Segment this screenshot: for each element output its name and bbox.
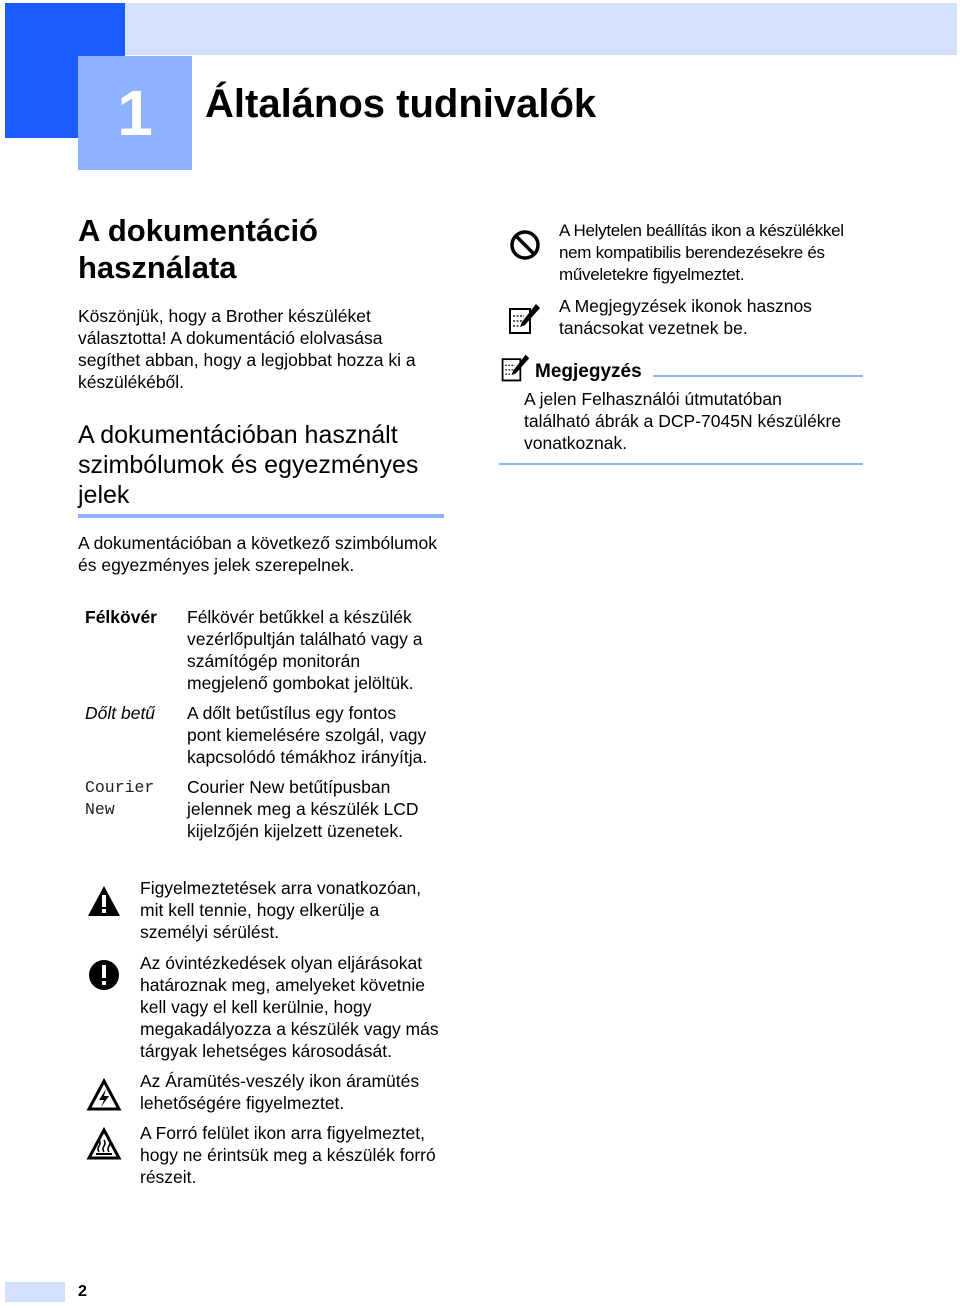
electrical-hazard-icon — [86, 1078, 122, 1112]
convention-term-italic: Dőlt betű — [85, 703, 156, 723]
warning-icon — [86, 884, 122, 918]
convention-desc-italic: A dőlt betűstílus egy fontos pont kiemelésére szolgál, vagy kapcsolódó témákhoz irányítja. — [187, 703, 428, 767]
note-box-text: A jelen Felhasználói útmutatóban található ábrák a DCP-7045N készülékre vonatkoznak. — [524, 389, 842, 453]
improper-setup-text: A Helytelen beállítás ikon a készülékkel nem kompatibilis berendezésekre és műveletekre figyelmeztet. — [559, 221, 844, 284]
intro-paragraph: Köszönjük, hogy a Brother készüléket választotta! A dokumentáció elolvasása segíthet abban, hogy a legjobbat hozza ki a készülékéből. — [78, 306, 416, 392]
symbols-intro: A dokumentációban a következő szimbólumok és egyezményes jelek szerepelnek. — [78, 533, 437, 575]
convention-desc-bold: Félkövér betűkkel a készülék vezérlőpultján található vagy a számítógép monitorán megjelenő gombokat jelöltük. — [187, 607, 423, 693]
hot-surface-text: A Forró felület ikon arra figyelmeztet, hogy ne érintsük meg a készülék forró részeit. — [140, 1123, 436, 1187]
note-box-top-rule — [653, 375, 863, 377]
warning-text: Figyelmeztetések arra vonatkozóan, mit kell tennie, hogy elkerülje a személyi sérülést. — [140, 878, 422, 942]
page-number: 2 — [78, 1283, 87, 1300]
caution-text: Az óvintézkedések olyan eljárásokat határoznak meg, amelyeket követnie kell vagy el kell kerülnie, hogy megakadályozza a készülék vagy más tárgyak lehetséges károsodását. — [140, 953, 439, 1061]
section-title-symbols: A dokumentációban használt szimbólumok és egyezményes jelek — [78, 421, 419, 509]
chapter-title: Általános tudnivalók — [205, 82, 597, 126]
caution-icon — [87, 958, 121, 992]
hot-surface-icon — [86, 1127, 122, 1161]
convention-term-bold: Félkövér — [85, 607, 157, 627]
header-band-dark-lower — [5, 55, 77, 138]
electrical-hazard-text: Az Áramütés-veszély ikon áramütés lehetőségére figyelmeztet. — [140, 1071, 420, 1113]
convention-term-courier: Courier New — [85, 778, 155, 819]
note-icon-text: A Megjegyzések ikonok hasznos tanácsokat vezetnek be. — [559, 296, 812, 338]
note-icon — [506, 301, 542, 337]
section-rule — [78, 514, 444, 518]
note-box-icon — [499, 352, 531, 384]
section-title-usage: A dokumentáció használata — [78, 213, 318, 285]
chapter-number: 1 — [78, 56, 192, 170]
note-box-title: Megjegyzés — [535, 361, 642, 382]
convention-desc-courier: Courier New betűtípusban jelennek meg a készülék LCD kijelzőjén kijelzett üzenetek. — [187, 777, 419, 841]
improper-setup-icon — [508, 228, 542, 262]
page-tab — [5, 1282, 65, 1302]
note-box-bottom-rule — [499, 463, 863, 465]
header-band-light — [125, 3, 957, 55]
